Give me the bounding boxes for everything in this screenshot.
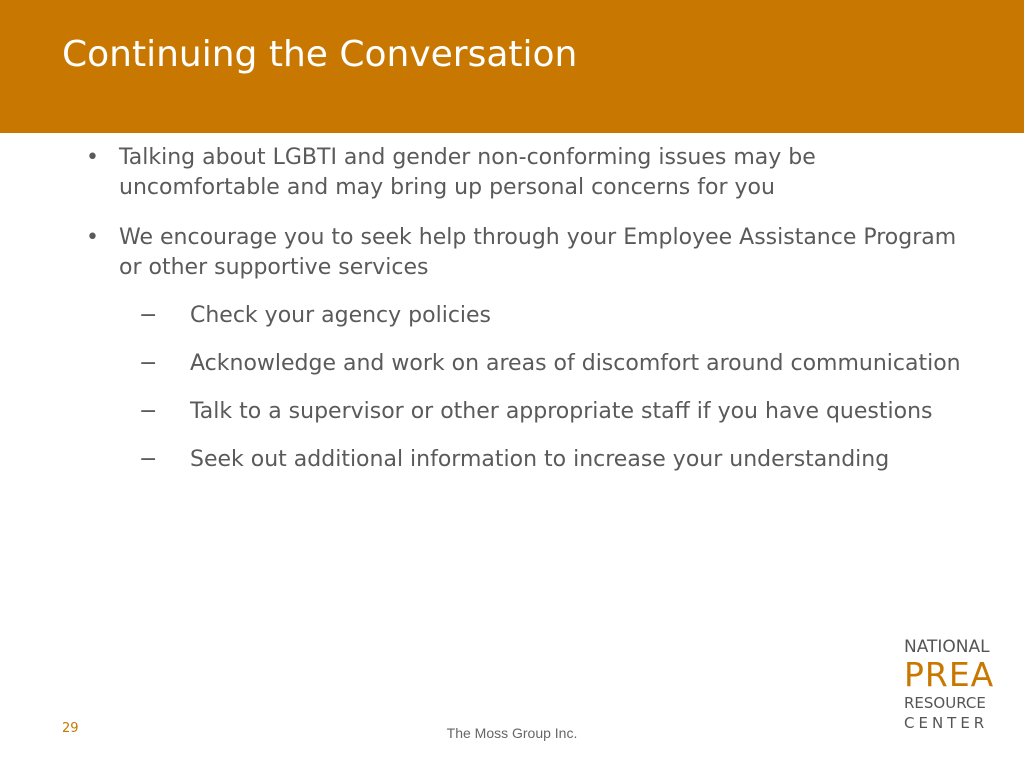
logo-line-national: NATIONAL [904,637,990,657]
bullet-list [0,143,1024,493]
bullet-marker: • [86,225,99,250]
slide-number: 29 [62,721,79,736]
prea-logo [904,637,1004,733]
dash-marker: − [139,399,158,424]
bullet-text: We encourage you to seek help through your Employee Assistance Program or other supportive services [119,225,957,280]
footer-text: The Moss Group Inc. [446,725,578,741]
sub-bullet-text: Seek out additional information to increase your understanding [190,447,890,472]
slide-title: Continuing the Conversation [62,34,578,75]
logo-line-center: CENTER [904,714,989,732]
logo-line-prea: PREA [904,655,995,694]
sub-bullet-item [0,301,1024,331]
sub-bullet-text: Talk to a supervisor or other appropriate staff if you have questions [190,399,933,424]
bullet-item [0,223,1024,283]
title-banner [0,0,1024,133]
bullet-text: Talking about LGBTI and gender non-conforming issues may be uncomfortable and may bring up personal concerns for you [119,145,816,200]
dash-marker: − [139,447,158,472]
sub-bullet-text: Acknowledge and work on areas of discomfort around communication [190,351,961,376]
logo-line-resource: RESOURCE [904,694,986,712]
sub-bullet-item [0,397,1024,427]
sub-bullet-item [0,445,1024,475]
dash-marker: − [139,303,158,328]
sub-bullet-item [0,349,1024,379]
bullet-item [0,143,1024,203]
sub-bullet-text: Check your agency policies [190,303,492,328]
dash-marker: − [139,351,158,376]
bullet-marker: • [86,145,99,170]
